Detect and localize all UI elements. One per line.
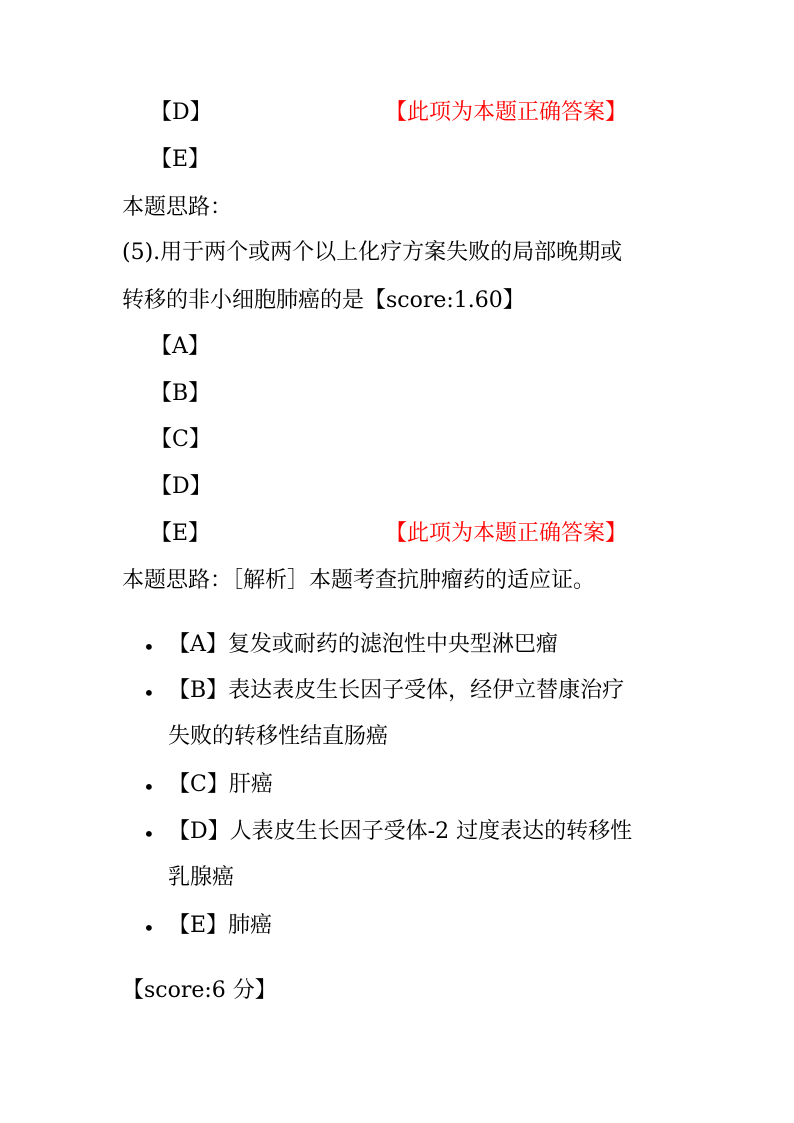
option-label: 【D】	[150, 100, 212, 125]
option-label: 【B】	[150, 381, 211, 406]
bullet-icon: •	[143, 635, 155, 659]
bullet-icon: •	[143, 681, 155, 705]
question-explanation: 本题思路：［解析］本题考查抗肿瘤药的适应证。	[122, 568, 596, 593]
question-stem-line-1: (5).用于两个或两个以上化疗方案失败的局部晚期或	[122, 240, 623, 265]
option-a	[150, 332, 210, 362]
bullet-icon: •	[143, 916, 155, 940]
bullet-icon: •	[143, 775, 155, 799]
option-d	[150, 472, 212, 502]
list-item-text: 【D】人表皮生长因子受体-2 过度表达的转移性	[168, 819, 633, 844]
bullet-icon: •	[143, 822, 155, 846]
option-e	[150, 519, 628, 549]
list-item-text: 【A】复发或耐药的滤泡性中央型淋巴瘤	[168, 632, 558, 657]
prev-option-e	[150, 145, 210, 175]
option-c	[150, 425, 211, 455]
question-stem-line-2: 转移的非小细胞肺癌的是【score:1.60】	[122, 288, 525, 313]
option-label: 【C】	[150, 427, 211, 452]
option-label: 【A】	[150, 334, 210, 359]
option-label: 【E】	[150, 147, 211, 172]
list-item-text: 【E】肺癌	[168, 913, 273, 938]
total-score: 【score:6 分】	[122, 978, 277, 1003]
list-item-text: 乳腺癌	[168, 865, 235, 890]
prev-option-d	[150, 98, 628, 128]
correct-answer-marker: 【此项为本题正确答案】	[385, 521, 628, 546]
option-label: 【E】	[150, 521, 211, 546]
option-b	[150, 379, 210, 409]
option-label: 【D】	[150, 474, 212, 499]
prev-explanation: 本题思路：	[122, 195, 233, 220]
correct-answer-marker: 【此项为本题正确答案】	[385, 100, 628, 125]
list-item-text: 【C】肝癌	[168, 772, 273, 797]
list-item-text: 失败的转移性结直肠癌	[168, 724, 389, 749]
list-item-text: 【B】表达表皮生长因子受体，经伊立替康治疗	[168, 678, 625, 703]
